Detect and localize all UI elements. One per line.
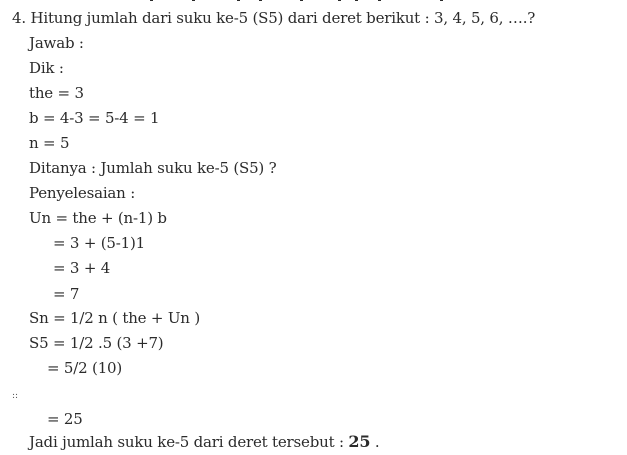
jawab-label: Jawab : [29, 34, 84, 52]
s5-step-3: = 25 [47, 410, 83, 428]
dik-label: Dik : [29, 59, 64, 77]
conclusion-text: Jadi jumlah suku ke-5 dari deret tersebut : [29, 433, 344, 451]
conclusion-answer: 25 [348, 432, 371, 451]
conclusion-period: . [374, 433, 380, 451]
s5-step-2: = 5/2 (10) [47, 359, 123, 377]
conclusion-line [29, 432, 379, 452]
given-n: n = 5 [29, 134, 70, 152]
penyelesaian-label: Penyelesaian : [29, 184, 136, 202]
un-step-1: = 3 + (5-1)1 [53, 234, 145, 252]
un-formula: Un = the + (n-1) b [29, 209, 167, 227]
un-step-2: = 3 + 4 [53, 259, 111, 277]
ditanya-line: Ditanya : Jumlah suku ke-5 (S5) ? [29, 159, 277, 177]
cropped-text-artifact [0, 0, 627, 3]
given-a: the = 3 [29, 84, 84, 102]
given-b: b = 4-3 = 5-4 = 1 [29, 109, 160, 127]
ellipsis-dots: :: [12, 391, 19, 401]
sn-formula: Sn = 1/2 n ( the + Un ) [29, 309, 200, 327]
s5-step-1: S5 = 1/2 .5 (3 +7) [29, 334, 164, 352]
question-text: 4. Hitung jumlah dari suku ke-5 (S5) dari deret berikut : 3, 4, 5, 6, ….? [12, 9, 536, 27]
un-step-3: = 7 [53, 285, 80, 303]
